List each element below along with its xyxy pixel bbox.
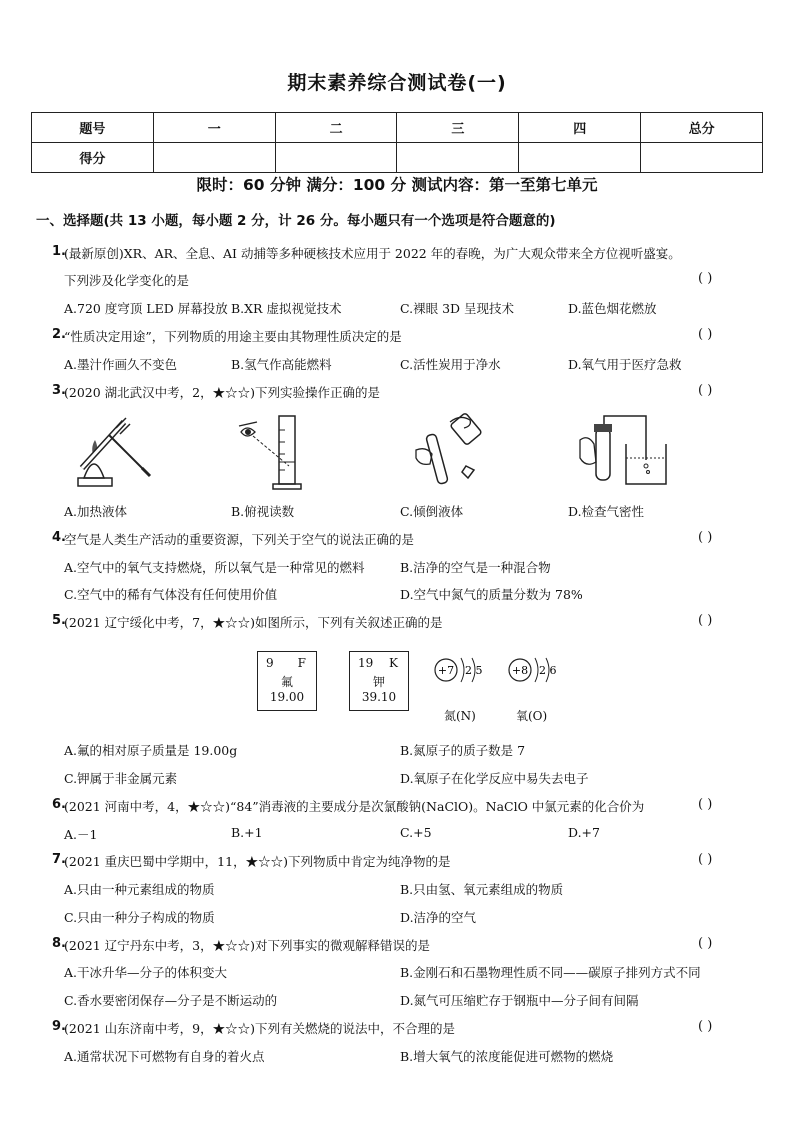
option-a[interactable]: A.只由一种元素组成的物质 <box>64 882 215 897</box>
option-d[interactable]: D.氧原子在化学反应中易失去电子 <box>400 771 589 786</box>
atom-label-oxygen: 氧(O) <box>516 709 548 723</box>
question-number: 6. <box>52 797 66 812</box>
option-a[interactable]: A.氟的相对原子质量是 19.00g <box>64 743 238 758</box>
question-text: (2021 山东济南中考，9，★☆☆)下列有关燃烧的说法中，不合理的是 <box>64 1021 455 1036</box>
score-table <box>31 112 763 173</box>
question-number: 1. <box>52 244 66 259</box>
answer-paren: ( ) <box>698 1019 713 1034</box>
option-a[interactable]: A.加热液体 <box>64 504 128 519</box>
nucleus-charge: +7 <box>437 664 455 677</box>
question-number: 8. <box>52 936 66 951</box>
option-c[interactable]: C.只由一种分子构成的物质 <box>64 910 215 925</box>
score-table-header: 题号 <box>32 113 154 143</box>
score-cell[interactable] <box>275 143 397 173</box>
option-c[interactable]: C.活性炭用于净水 <box>400 357 501 372</box>
question-text: (最新原创)XR、AR、全息、AI 动捕等多种硬核技术应用于 2022 年的春晚，为广大观众带来全方位视听盛宴。 <box>64 246 681 261</box>
question-text: (2021 河南中考，4，★☆☆)“84”消毒液的主要成分是次氯酸钠(NaClO)。NaClO 中氯元素的化合价为 <box>64 799 645 814</box>
page-title: 期末素养综合测试卷(一) <box>287 72 507 94</box>
option-d[interactable]: D.洁净的空气 <box>400 910 477 925</box>
question-number: 4. <box>52 530 66 545</box>
question-text: (2021 辽宁绥化中考，7，★☆☆)如图所示，下列有关叙述正确的是 <box>64 615 443 630</box>
option-d[interactable]: D.检查气密性 <box>568 504 645 519</box>
element-symbol: F <box>297 656 306 670</box>
option-b[interactable]: B.氢气作高能燃料 <box>231 357 332 372</box>
score-table-header-row <box>32 113 763 143</box>
nitrogen-atom-diagram <box>432 652 492 688</box>
option-a[interactable]: A.720 度穹顶 LED 屏幕投放 <box>64 301 228 316</box>
question-number: 5. <box>52 613 66 628</box>
pouring-liquid-figure <box>410 410 490 492</box>
question-number: 2. <box>52 327 66 342</box>
answer-paren: ( ) <box>698 383 713 398</box>
element-name: 氟 <box>280 675 293 689</box>
question-text: 空气是人类生产活动的重要资源，下列关于空气的说法正确的是 <box>64 532 415 547</box>
score-row-label: 得分 <box>32 143 154 173</box>
element-name: 钾 <box>372 675 385 689</box>
question-number: 7. <box>52 852 66 867</box>
section-heading: 一、选择题(共 13 小题，每小题 2 分，计 26 分。每小题只有一个选项是符合题意的) <box>36 213 556 229</box>
question-text: (2021 辽宁丹东中考，3，★☆☆)对下列事实的微观解释错误的是 <box>64 938 430 953</box>
option-c[interactable]: C.倾倒液体 <box>400 504 464 519</box>
question-text: (2021 重庆巴蜀中学期中，11，★☆☆)下列物质中肯定为纯净物的是 <box>64 854 451 869</box>
option-c[interactable]: C.+5 <box>400 825 432 840</box>
atomic-number: 9 <box>266 656 274 670</box>
option-c[interactable]: C.空气中的稀有气体没有任何使用价值 <box>64 587 278 602</box>
option-b[interactable]: B.俯视读数 <box>231 504 295 519</box>
element-card-potassium <box>349 651 409 711</box>
electron-shells: 2 6 <box>539 664 557 677</box>
question-text: “性质决定用途”，下列物质的用途主要由其物理性质决定的是 <box>64 329 402 344</box>
score-cell[interactable] <box>519 143 641 173</box>
measuring-cylinder-figure <box>233 410 313 492</box>
option-d[interactable]: D.蓝色烟花燃放 <box>568 301 657 316</box>
answer-paren: ( ) <box>698 936 713 951</box>
answer-paren: ( ) <box>698 327 713 342</box>
option-b[interactable]: B.增大氧气的浓度能促进可燃物的燃烧 <box>400 1049 614 1064</box>
score-cell[interactable] <box>641 143 763 173</box>
atomic-mass: 39.10 <box>361 690 397 704</box>
option-b[interactable]: B.XR 虚拟视觉技术 <box>231 301 342 316</box>
question-text-continued: 下列涉及化学变化的是 <box>64 273 190 288</box>
electron-shells: 2 5 <box>465 664 483 677</box>
option-b[interactable]: B.+1 <box>231 825 263 840</box>
nucleus-charge: +8 <box>511 664 529 677</box>
answer-paren: ( ) <box>698 797 713 812</box>
option-a[interactable]: A.墨汁作画久不变色 <box>64 357 178 372</box>
atom-label-nitrogen: 氮(N) <box>444 709 476 723</box>
answer-paren: ( ) <box>698 613 713 628</box>
airtightness-check-figure <box>574 410 684 492</box>
option-b[interactable]: B.洁净的空气是一种混合物 <box>400 560 551 575</box>
option-c[interactable]: C.钾属于非金属元素 <box>64 771 178 786</box>
question-number: 3. <box>52 383 66 398</box>
option-b[interactable]: B.氮原子的质子数是 7 <box>400 743 526 758</box>
oxygen-atom-diagram <box>506 652 566 688</box>
option-b[interactable]: B.金刚石和石墨物理性质不同——碳原子排列方式不同 <box>400 965 701 980</box>
score-table-header: 三 <box>397 113 519 143</box>
answer-paren: ( ) <box>698 530 713 545</box>
option-a[interactable]: A.干冰升华—分子的体积变大 <box>64 965 228 980</box>
option-d[interactable]: D.空气中氮气的质量分数为 78% <box>400 587 583 602</box>
score-cell[interactable] <box>153 143 275 173</box>
option-a[interactable]: A.－1 <box>64 827 98 842</box>
option-c[interactable]: C.香水要密闭保存—分子是不断运动的 <box>64 993 278 1008</box>
score-table-header: 总分 <box>641 113 763 143</box>
option-a[interactable]: A.空气中的氧气支持燃烧，所以氧气是一种常见的燃料 <box>64 560 365 575</box>
heating-liquid-figure <box>64 410 159 492</box>
score-table-header: 一 <box>153 113 275 143</box>
option-d[interactable]: D.+7 <box>568 825 600 840</box>
score-table-header: 四 <box>519 113 641 143</box>
element-symbol: K <box>389 656 398 670</box>
score-table-header: 二 <box>275 113 397 143</box>
question-number: 9. <box>52 1019 66 1034</box>
atomic-mass: 19.00 <box>269 690 305 704</box>
answer-paren: ( ) <box>698 271 713 286</box>
element-card-fluorine <box>257 651 317 711</box>
option-a[interactable]: A.通常状况下可燃物有自身的着火点 <box>64 1049 265 1064</box>
option-d[interactable]: D.氮气可压缩贮存于钢瓶中—分子间有间隔 <box>400 993 639 1008</box>
exam-meta: 限时：60 分钟 满分：100 分 测试内容：第一至第七单元 <box>196 176 598 194</box>
answer-paren: ( ) <box>698 852 713 867</box>
atomic-number: 19 <box>358 656 374 670</box>
option-b[interactable]: B.只由氢、氧元素组成的物质 <box>400 882 564 897</box>
option-d[interactable]: D.氧气用于医疗急救 <box>568 357 682 372</box>
option-c[interactable]: C.裸眼 3D 呈现技术 <box>400 301 515 316</box>
score-cell[interactable] <box>397 143 519 173</box>
score-table-score-row <box>32 143 763 173</box>
question-text: (2020 湖北武汉中考，2，★☆☆)下列实验操作正确的是 <box>64 385 380 400</box>
